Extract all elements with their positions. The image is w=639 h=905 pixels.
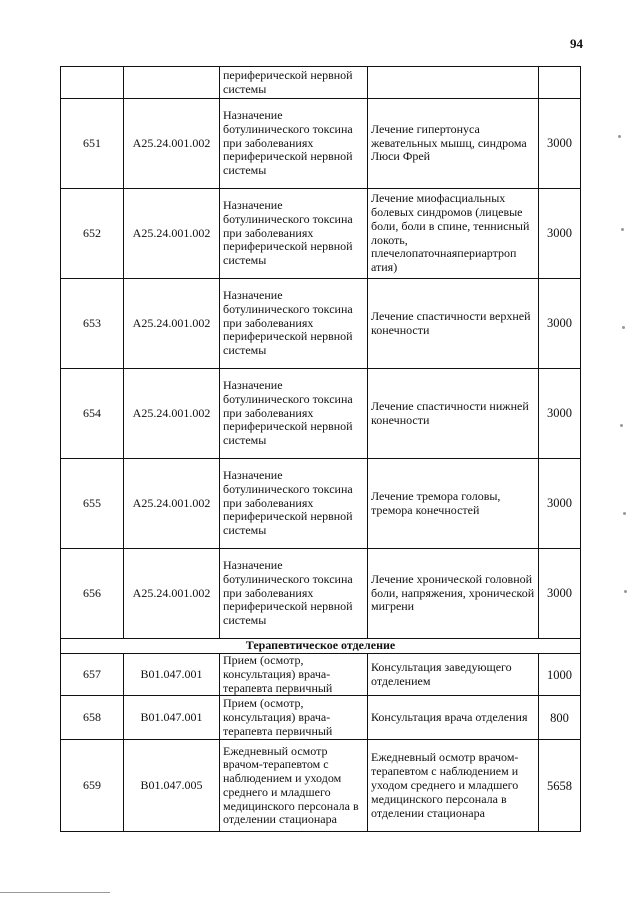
scan-speck xyxy=(621,228,624,231)
service-name-cell: Назначение ботулинического токсина при заболеваниях периферической нервной системы xyxy=(220,369,368,459)
service-name-cell: Назначение ботулинического токсина при заболеваниях периферической нервной системы xyxy=(220,99,368,189)
table-row xyxy=(61,459,581,549)
scan-speck xyxy=(622,326,625,329)
service-code-cell: B01.047.001 xyxy=(124,696,220,740)
table-row xyxy=(61,189,581,279)
price-cell: 3000 xyxy=(539,549,581,639)
service-name-cell: Прием (осмотр, консультация) врача-терапевта первичный xyxy=(220,696,368,740)
service-name-cell: Назначение ботулинического токсина при заболеваниях периферической нервной системы xyxy=(220,189,368,279)
row-number-cell xyxy=(61,67,124,99)
service-description-cell: Лечение спастичности нижней конечности xyxy=(368,369,539,459)
service-description-cell xyxy=(368,67,539,99)
scan-speck xyxy=(618,135,621,138)
price-cell xyxy=(539,67,581,99)
service-description-cell: Лечение гипертонуса жевательных мышц, синдрома Люси Фрей xyxy=(368,99,539,189)
row-number-cell: 652 xyxy=(61,189,124,279)
service-code-cell: A25.24.001.002 xyxy=(124,99,220,189)
price-cell: 1000 xyxy=(539,654,581,696)
table-row xyxy=(61,369,581,459)
row-number-cell: 651 xyxy=(61,99,124,189)
scan-edge-line xyxy=(0,892,110,893)
service-code-cell: B01.047.005 xyxy=(124,740,220,832)
table-row xyxy=(61,549,581,639)
price-cell: 3000 xyxy=(539,369,581,459)
section-header-row xyxy=(61,639,581,654)
page-number: 94 xyxy=(570,36,583,51)
table-row xyxy=(61,67,581,99)
service-name-cell: Назначение ботулинического токсина при заболеваниях периферической нервной системы xyxy=(220,279,368,369)
price-cell: 3000 xyxy=(539,459,581,549)
table-row xyxy=(61,99,581,189)
row-number-cell: 655 xyxy=(61,459,124,549)
service-code-cell: A25.24.001.002 xyxy=(124,369,220,459)
service-code-cell xyxy=(124,67,220,99)
service-description-cell: Лечение хронической головной боли, напряжения, хронической мигрени xyxy=(368,549,539,639)
service-name-cell: Назначение ботулинического токсина при заболеваниях периферической нервной системы xyxy=(220,459,368,549)
row-number-cell: 659 xyxy=(61,740,124,832)
price-table xyxy=(60,66,581,832)
price-cell: 5658 xyxy=(539,740,581,832)
service-name-cell: периферической нервной системы xyxy=(220,67,368,99)
service-code-cell: A25.24.001.002 xyxy=(124,549,220,639)
service-code-cell: A25.24.001.002 xyxy=(124,279,220,369)
row-number-cell: 653 xyxy=(61,279,124,369)
price-cell: 800 xyxy=(539,696,581,740)
price-cell: 3000 xyxy=(539,189,581,279)
service-name-cell: Ежедневный осмотр врачом-терапевтом с наблюдением и уходом среднего и младшего медицинского персонала в отделении стационара xyxy=(220,740,368,832)
table-row xyxy=(61,696,581,740)
service-description-cell: Лечение миофасциальных болевых синдромов (лицевые боли, боли в спине, теннисный локоть, плечелопаточнаяпериартроп атия) xyxy=(368,189,539,279)
price-cell: 3000 xyxy=(539,99,581,189)
service-description-cell: Ежедневный осмотр врачом-терапевтом с наблюдением и уходом среднего и младшего медицинского персонала в отделении стационара xyxy=(368,740,539,832)
section-title: Терапевтическое отделение xyxy=(61,639,581,654)
service-description-cell: Лечение спастичности верхней конечности xyxy=(368,279,539,369)
service-code-cell: A25.24.001.002 xyxy=(124,459,220,549)
row-number-cell: 657 xyxy=(61,654,124,696)
row-number-cell: 658 xyxy=(61,696,124,740)
service-description-cell: Лечение тремора головы, тремора конечностей xyxy=(368,459,539,549)
table-row xyxy=(61,654,581,696)
service-name-cell: Прием (осмотр, консультация) врача-терапевта первичный xyxy=(220,654,368,696)
scan-speck xyxy=(623,512,626,515)
service-code-cell: B01.047.001 xyxy=(124,654,220,696)
table-row xyxy=(61,740,581,832)
service-name-cell: Назначение ботулинического токсина при заболеваниях периферической нервной системы xyxy=(220,549,368,639)
row-number-cell: 656 xyxy=(61,549,124,639)
scan-speck xyxy=(620,424,623,427)
scan-speck xyxy=(624,590,627,593)
service-code-cell: A25.24.001.002 xyxy=(124,189,220,279)
table-row xyxy=(61,279,581,369)
price-cell: 3000 xyxy=(539,279,581,369)
row-number-cell: 654 xyxy=(61,369,124,459)
service-description-cell: Консультация заведующего отделением xyxy=(368,654,539,696)
service-description-cell: Консультация врача отделения xyxy=(368,696,539,740)
